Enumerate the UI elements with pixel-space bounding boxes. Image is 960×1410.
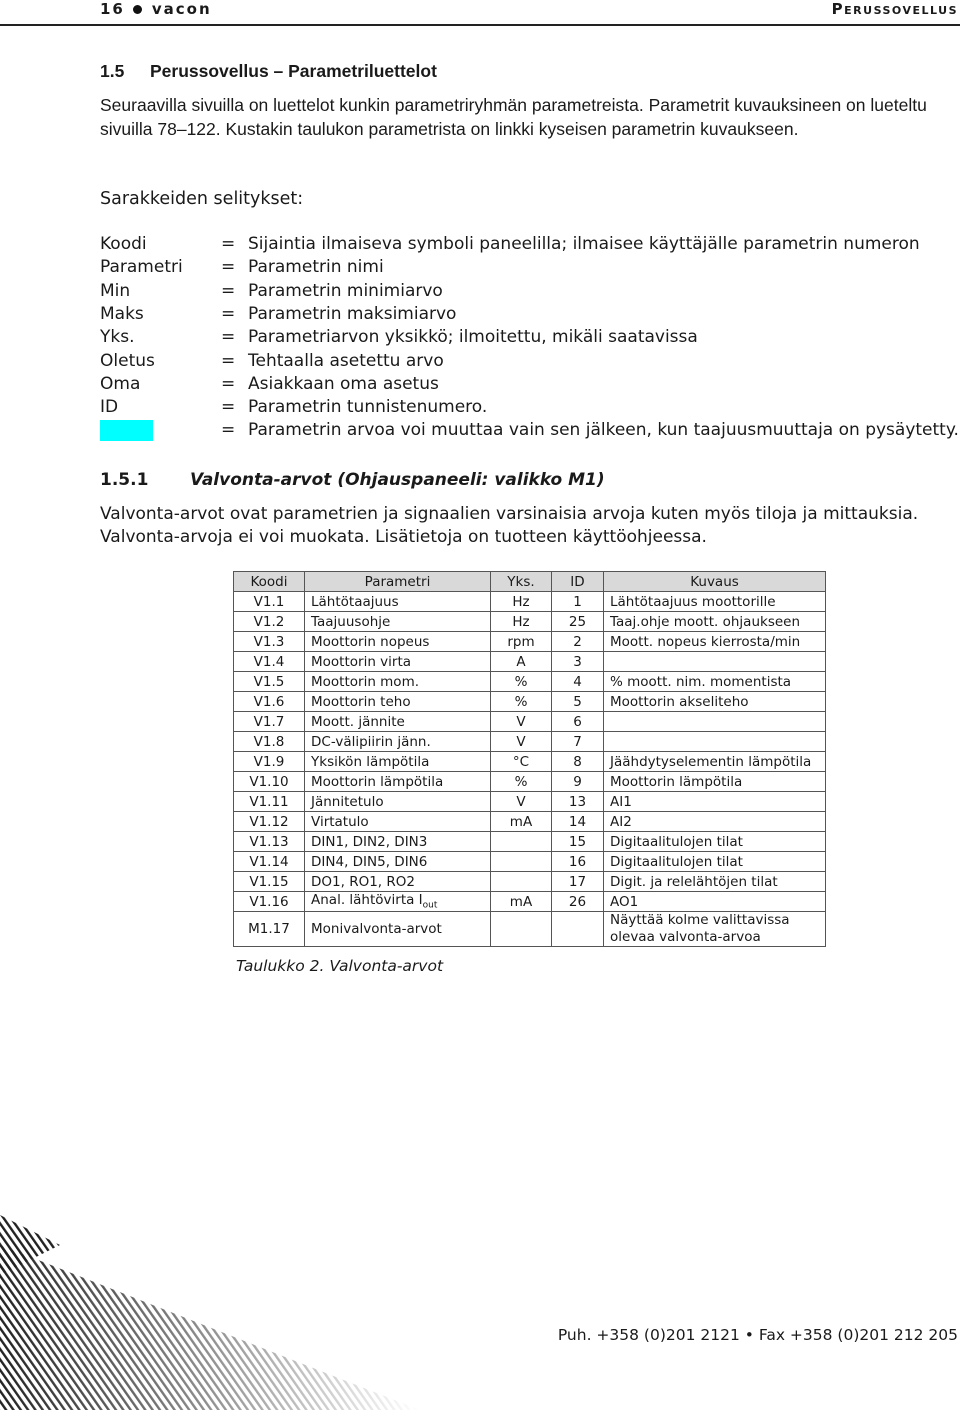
header-rule xyxy=(0,24,960,26)
cell-id: 3 xyxy=(552,652,604,672)
cell-description: AO1 xyxy=(604,892,826,912)
header-section: Perussovellus xyxy=(831,0,958,18)
legend-row xyxy=(100,303,960,326)
legend-key: Yks. xyxy=(100,327,135,348)
legend-equals: = xyxy=(221,303,236,324)
table-row xyxy=(234,672,826,692)
cell-unit: % xyxy=(491,672,552,692)
table-row xyxy=(234,792,826,812)
cell-code: V1.5 xyxy=(234,672,305,692)
cell-parameter: Moott. jännite xyxy=(305,712,491,732)
cell-unit: Hz xyxy=(491,592,552,612)
cell-description: Lähtötaajuus moottorille xyxy=(604,592,826,612)
cell-id: 14 xyxy=(552,812,604,832)
cell-parameter: Yksikön lämpötila xyxy=(305,752,491,772)
subsection-title xyxy=(100,470,605,490)
legend-equals: = xyxy=(221,257,236,278)
cell-parameter: Moottorin virta xyxy=(305,652,491,672)
cell-description: AI2 xyxy=(604,812,826,832)
col-header-parameter: Parametri xyxy=(305,572,491,592)
table-row xyxy=(234,612,826,632)
legend-description: Parametriarvon yksikkö; ilmoitettu, mikäli saatavissa xyxy=(248,327,698,348)
cell-id: 1 xyxy=(552,592,604,612)
cell-parameter: Jännitetulo xyxy=(305,792,491,812)
legend-equals: = xyxy=(221,350,236,371)
cell-description: Moottorin akseliteho xyxy=(604,692,826,712)
table-row xyxy=(234,832,826,852)
cell-description xyxy=(604,712,826,732)
cell-parameter: Moottorin nopeus xyxy=(305,632,491,652)
subscript-out: out xyxy=(422,900,438,911)
cell-id: 7 xyxy=(552,732,604,752)
decorative-diagonal-pattern xyxy=(0,1215,420,1410)
legend-description: Sijaintia ilmaiseva symboli paneelilla; ilmaisee käyttäjälle parametrin numeron xyxy=(248,234,920,254)
cell-parameter: Lähtötaajuus xyxy=(305,592,491,612)
intro-paragraph: Seuraavilla sivuilla on luettelot kunkin parametriryhmän parametreista. Parametrit kuvauksineen on lueteltu sivuilla 78–122. Kustakin taulukon parametrista on linkki kyseisen parametrin kuvaukseen. xyxy=(100,95,927,139)
cell-id: 5 xyxy=(552,692,604,712)
cell-id: 13 xyxy=(552,792,604,812)
cell-code: V1.3 xyxy=(234,632,305,652)
legend-row xyxy=(100,419,960,442)
legend-equals: = xyxy=(221,327,236,348)
legend-row xyxy=(100,326,960,349)
cell-parameter xyxy=(305,892,491,912)
cell-code: V1.16 xyxy=(234,892,305,912)
table-row xyxy=(234,632,826,652)
cell-id: 15 xyxy=(552,832,604,852)
table-row xyxy=(234,912,826,947)
legend-equals: = xyxy=(221,280,236,301)
cell-code: V1.4 xyxy=(234,652,305,672)
cell-description: Näyttää kolme valittavissa olevaa valvonta-arvoa xyxy=(604,912,826,947)
table-row xyxy=(234,852,826,872)
table-caption: Taulukko 2. Valvonta-arvot xyxy=(236,957,444,975)
cell-description: Digit. ja relelähtöjen tilat xyxy=(604,872,826,892)
legend-key: Parametri xyxy=(100,257,183,278)
cell-parameter: DIN1, DIN2, DIN3 xyxy=(305,832,491,852)
cell-unit: A xyxy=(491,652,552,672)
legend-description: Parametrin nimi xyxy=(248,257,384,278)
cell-id: 25 xyxy=(552,612,604,632)
cell-description: % moott. nim. momentista xyxy=(604,672,826,692)
legend-description: Parametrin maksimiarvo xyxy=(248,303,457,324)
cell-id: 2 xyxy=(552,632,604,652)
cell-code: V1.14 xyxy=(234,852,305,872)
legend-row xyxy=(100,396,960,419)
cyan-marker-swatch xyxy=(100,420,153,441)
legend-description: Parametrin minimiarvo xyxy=(248,280,443,301)
cell-parameter: DIN4, DIN5, DIN6 xyxy=(305,852,491,872)
cell-description: Taaj.ohje moott. ohjaukseen xyxy=(604,612,826,632)
legend-description: Parametrin arvoa voi muuttaa vain sen jälkeen, kun taajuusmuuttaja on pysäytetty. xyxy=(248,420,959,441)
table-row xyxy=(234,892,826,912)
cell-code: V1.12 xyxy=(234,812,305,832)
table-row xyxy=(234,692,826,712)
cell-id: 9 xyxy=(552,772,604,792)
brand-name: vacon xyxy=(151,0,212,18)
legend-key: Min xyxy=(100,280,131,301)
cell-code: V1.15 xyxy=(234,872,305,892)
cell-description xyxy=(604,652,826,672)
section-number: 1.5 xyxy=(100,61,125,81)
cell-unit: V xyxy=(491,712,552,732)
cell-unit: V xyxy=(491,792,552,812)
table-row xyxy=(234,772,826,792)
cell-parameter: Moottorin lämpötila xyxy=(305,772,491,792)
cell-unit: V xyxy=(491,732,552,752)
legend-equals: = xyxy=(221,234,236,254)
col-header-unit: Yks. xyxy=(491,572,552,592)
col-header-description: Kuvaus xyxy=(604,572,826,592)
legend-row xyxy=(100,350,960,373)
cell-id: 4 xyxy=(552,672,604,692)
legend-row xyxy=(100,373,960,396)
cell-description: Jäähdytyselementin lämpötila xyxy=(604,752,826,772)
legend-equals: = xyxy=(221,420,236,441)
legend-heading: Sarakkeiden selitykset: xyxy=(100,189,304,209)
cell-parameter: DC-välipiirin jänn. xyxy=(305,732,491,752)
monitoring-values-table xyxy=(233,571,826,947)
cell-unit xyxy=(491,912,552,947)
cell-unit: mA xyxy=(491,812,552,832)
table-row xyxy=(234,652,826,672)
cell-parameter: DO1, RO1, RO2 xyxy=(305,872,491,892)
cell-parameter: Virtatulo xyxy=(305,812,491,832)
legend-description: Asiakkaan oma asetus xyxy=(248,373,439,394)
subsection-body: Valvonta-arvot ovat parametrien ja signaalien varsinaisia arvoja kuten myös tiloja ja mittauksia. Valvonta-arvoja ei voi muokata. Lisätietoja on tuotteen käyttöohjeessa. xyxy=(100,504,919,547)
table-header-row xyxy=(234,572,826,592)
header-page-brand xyxy=(100,0,212,18)
cell-description: Moott. nopeus kierrosta/min xyxy=(604,632,826,652)
bullet-icon xyxy=(133,5,142,14)
legend-description: Tehtaalla asetettu arvo xyxy=(248,350,444,371)
cell-unit: mA xyxy=(491,892,552,912)
table-row xyxy=(234,812,826,832)
cell-code: V1.8 xyxy=(234,732,305,752)
cell-description xyxy=(604,732,826,752)
legend-row xyxy=(100,256,960,279)
cell-code: V1.6 xyxy=(234,692,305,712)
cell-code: M1.17 xyxy=(234,912,305,947)
cell-code: V1.13 xyxy=(234,832,305,852)
footer-contact: Puh. +358 (0)201 2121 • Fax +358 (0)201 212 205 xyxy=(557,1326,958,1344)
legend-description: Parametrin tunnistenumero. xyxy=(248,397,488,418)
col-header-id: ID xyxy=(552,572,604,592)
legend-equals: = xyxy=(221,373,236,394)
cell-id: 6 xyxy=(552,712,604,732)
cell-description: AI1 xyxy=(604,792,826,812)
col-header-code: Koodi xyxy=(234,572,305,592)
cell-code: V1.10 xyxy=(234,772,305,792)
cell-code: V1.1 xyxy=(234,592,305,612)
cell-unit xyxy=(491,872,552,892)
legend-key: Oma xyxy=(100,373,141,394)
cell-parameter: Taajuusohje xyxy=(305,612,491,632)
cell-code: V1.11 xyxy=(234,792,305,812)
legend-row xyxy=(100,233,960,256)
cell-unit xyxy=(491,852,552,872)
cell-description: Moottorin lämpötila xyxy=(604,772,826,792)
cell-unit: rpm xyxy=(491,632,552,652)
subsection-title-text: Valvonta-arvot (Ohjauspaneeli: valikko M1) xyxy=(190,470,605,490)
cell-code: V1.9 xyxy=(234,752,305,772)
cell-id: 26 xyxy=(552,892,604,912)
table-row xyxy=(234,592,826,612)
legend-key: Maks xyxy=(100,303,144,324)
cell-id xyxy=(552,912,604,947)
cell-parameter-text: Anal. lähtövirta I xyxy=(311,892,423,909)
cell-id: 8 xyxy=(552,752,604,772)
cell-description: Digitaalitulojen tilat xyxy=(604,852,826,872)
cell-parameter: Monivalvonta-arvot xyxy=(305,912,491,947)
cell-description: Digitaalitulojen tilat xyxy=(604,832,826,852)
cell-unit: Hz xyxy=(491,612,552,632)
cell-id: 17 xyxy=(552,872,604,892)
table-row xyxy=(234,712,826,732)
table-row xyxy=(234,752,826,772)
legend-key: Koodi xyxy=(100,234,147,254)
cell-code: V1.7 xyxy=(234,712,305,732)
legend-row xyxy=(100,280,960,303)
section-title xyxy=(100,61,437,82)
table-row xyxy=(234,732,826,752)
cell-id: 16 xyxy=(552,852,604,872)
cell-unit: % xyxy=(491,772,552,792)
cell-unit xyxy=(491,832,552,852)
cell-parameter: Moottorin mom. xyxy=(305,672,491,692)
cell-unit: °C xyxy=(491,752,552,772)
cell-parameter: Moottorin teho xyxy=(305,692,491,712)
legend-equals: = xyxy=(221,397,236,418)
subsection-number: 1.5.1 xyxy=(100,470,149,490)
section-title-text: Perussovellus – Parametriluettelot xyxy=(150,61,437,81)
legend-key: ID xyxy=(100,397,119,418)
page-number: 16 xyxy=(100,0,125,18)
table-row xyxy=(234,872,826,892)
cell-code: V1.2 xyxy=(234,612,305,632)
cell-unit: % xyxy=(491,692,552,712)
legend-key: Oletus xyxy=(100,350,155,371)
